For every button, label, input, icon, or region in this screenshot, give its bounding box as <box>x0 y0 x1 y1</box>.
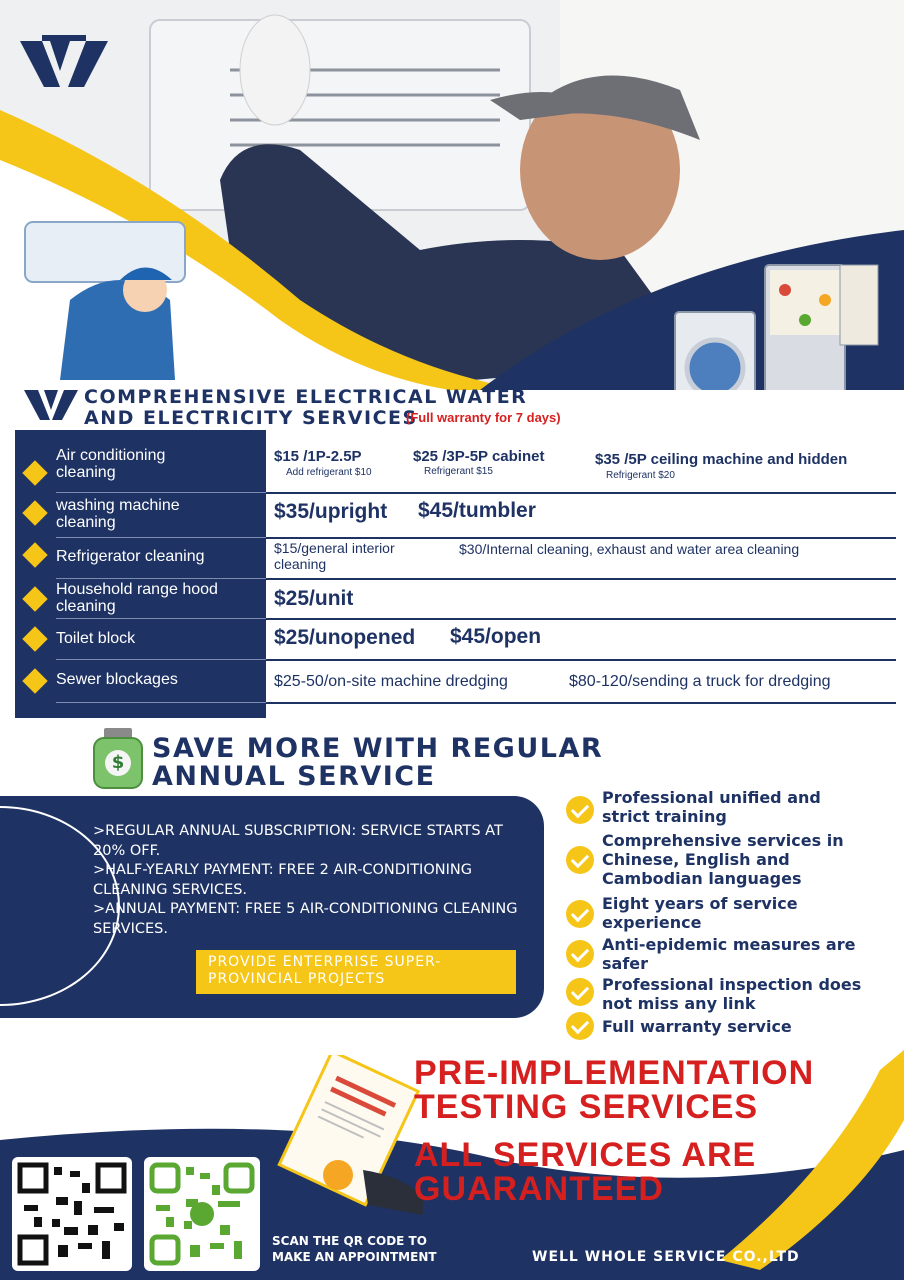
check-icon <box>566 978 594 1006</box>
price-ac-1: $15 /1P-2.5P <box>274 448 362 465</box>
row-divider <box>56 618 266 619</box>
service-label-hood: Household range hood cleaning <box>56 581 218 615</box>
check-icon <box>566 846 594 874</box>
footer-headline-1: PRE-IMPLEMENTATION TESTING SERVICES <box>414 1054 815 1126</box>
row-rule <box>266 659 896 661</box>
row-divider <box>56 578 266 579</box>
section-title-line1: COMPREHENSIVE ELECTRICAL WATER <box>84 386 528 408</box>
service-label-fridge: Refrigerator cleaning <box>56 548 205 565</box>
row-rule <box>266 702 896 704</box>
row-divider <box>56 702 266 703</box>
hero-photo <box>0 0 904 390</box>
price-ac-3: $35 /5P ceiling machine and hidden <box>595 451 848 468</box>
price-fridge-1: $15/general interior cleaning <box>274 540 395 572</box>
check-icon <box>566 796 594 824</box>
service-label-sewer: Sewer blockages <box>56 671 178 688</box>
section-title-line2: AND ELECTRICITY SERVICES <box>84 407 418 429</box>
hero-illustration <box>0 0 904 390</box>
warranty-note: (Full warranty for 7 days) <box>406 410 561 425</box>
price-ac-3-sub: Refrigerant $20 <box>606 470 675 481</box>
check-icon <box>566 900 594 928</box>
price-ac-2: $25 /3P-5P cabinet <box>413 448 545 465</box>
price-ac-1-sub: Add refrigerant $10 <box>286 467 372 478</box>
service-label-washing: washing machine cleaning <box>56 497 180 531</box>
promo-title-line2: ANNUAL SERVICE <box>152 761 436 792</box>
company-name: WELL WHOLE SERVICE CO.,LTD <box>532 1249 800 1265</box>
row-divider <box>56 492 266 493</box>
price-sewer-1: $25-50/on-site machine dredging <box>274 673 508 690</box>
qr-pattern-1 <box>12 1157 132 1271</box>
price-hood-1: $25/unit <box>274 587 354 610</box>
price-fridge-2: $30/Internal cleaning, exhaust and water area cleaning <box>459 541 800 557</box>
check-icon <box>566 940 594 968</box>
price-wm-2: $45/tumbler <box>418 499 536 522</box>
enterprise-banner-text: PROVIDE ENTERPRISE SUPER-PROVINCIAL PROJECTS <box>208 954 442 987</box>
benefit-item: Anti-epidemic measures are safer <box>602 935 856 973</box>
certificate-drawing <box>268 1055 423 1215</box>
scan-instruction: SCAN THE QR CODE TO MAKE AN APPOINTMENT <box>272 1234 437 1264</box>
row-rule <box>266 618 896 620</box>
row-divider <box>56 659 266 660</box>
price-ac-2-sub: Refrigerant $15 <box>424 466 493 477</box>
benefit-item: Professional unified and strict training <box>602 788 821 826</box>
qr-pattern-2 <box>144 1157 260 1271</box>
service-label-ac: Air conditioning cleaning <box>56 447 166 481</box>
price-sewer-2: $80-120/sending a truck for dredging <box>569 673 831 690</box>
heading-logo <box>24 386 78 422</box>
benefit-item: Full warranty service <box>602 1017 792 1036</box>
qr-code-1[interactable] <box>12 1157 132 1271</box>
benefit-item: Professional inspection does not miss any link <box>602 975 862 1013</box>
benefit-item: Comprehensive services in Chinese, English and Cambodian languages <box>602 831 844 888</box>
money-jar-symbol: $ <box>111 752 125 773</box>
service-label-toilet: Toilet block <box>56 630 136 647</box>
certificate-illustration <box>268 1055 423 1215</box>
brand-logo <box>20 35 108 93</box>
promo-title-line1: SAVE MORE WITH REGULAR <box>152 733 604 764</box>
price-toilet-1: $25/unopened <box>274 626 416 649</box>
row-rule <box>266 578 896 580</box>
footer-headline-2: ALL SERVICES ARE GUARANTEED <box>414 1136 757 1208</box>
price-toilet-2: $45/open <box>450 625 542 648</box>
row-rule <box>266 492 896 494</box>
row-divider <box>56 537 266 538</box>
benefit-item: Eight years of service experience <box>602 894 798 932</box>
heading-logo-mark <box>24 386 78 422</box>
row-rule <box>266 537 896 539</box>
promo-body-text: >REGULAR ANNUAL SUBSCRIPTION: SERVICE STARTS AT 20% OFF. >HALF-YEARLY PAYMENT: FREE 2 AIR-CONDITIONING CLEANING SERVICES. >ANNUAL PAYMENT: FREE 5 AIR-CONDITIONING CLEANING SERVICES. <box>93 823 518 937</box>
price-wm-1: $35/upright <box>274 500 388 523</box>
brand-logo-mark <box>20 35 108 93</box>
qr-code-2[interactable] <box>144 1157 260 1271</box>
price-table-bottom-rule <box>15 716 266 718</box>
